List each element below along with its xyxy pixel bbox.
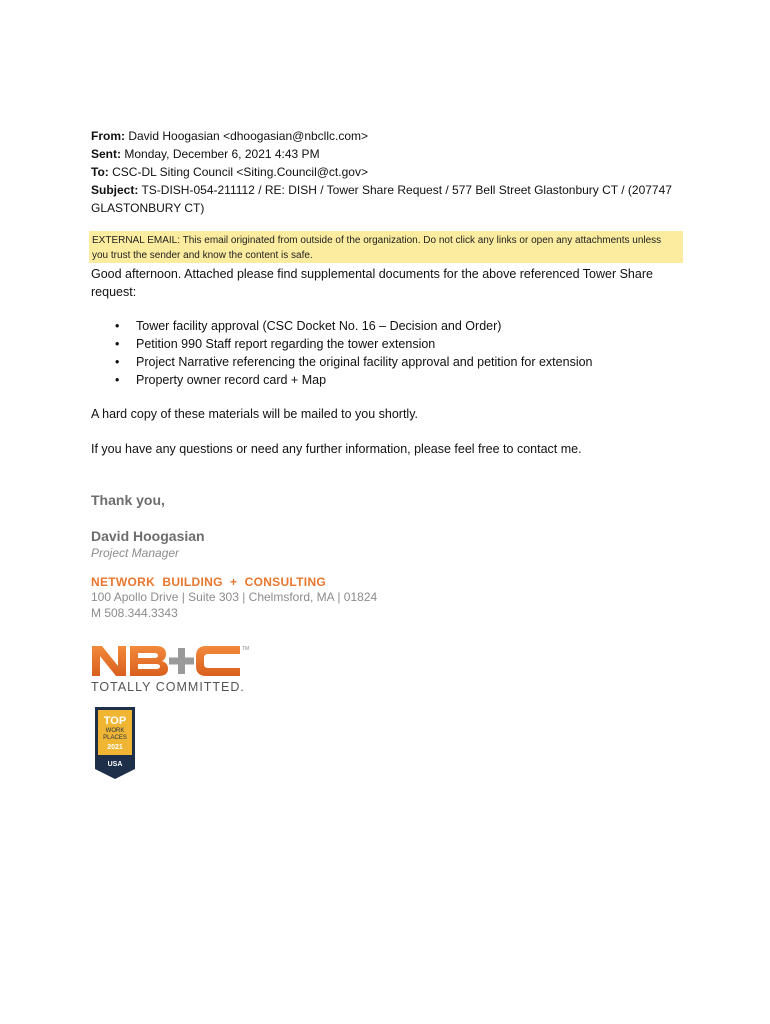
svg-text:TM: TM bbox=[242, 646, 250, 652]
bullet-icon: • bbox=[115, 355, 120, 369]
sent-line bbox=[91, 145, 691, 163]
award-badge-icon bbox=[91, 703, 139, 781]
badge-year-text: 2021 bbox=[107, 744, 123, 751]
list-item-text: Petition 990 Staff report regarding the tower extension bbox=[136, 337, 436, 351]
badge-places-text: PLACES bbox=[103, 735, 127, 741]
badge-top-text: TOP bbox=[103, 715, 127, 727]
list-item bbox=[112, 353, 593, 371]
mobile-number: M 508.344.3343 bbox=[91, 606, 178, 620]
attachment-list bbox=[112, 317, 593, 389]
list-item bbox=[112, 317, 593, 335]
bullet-icon: • bbox=[115, 337, 120, 351]
sent-label: Sent: bbox=[91, 147, 121, 161]
email-header bbox=[91, 127, 691, 217]
bullet-icon: • bbox=[115, 319, 120, 333]
sent-value: Monday, December 6, 2021 4:43 PM bbox=[124, 147, 320, 161]
from-value: David Hoogasian <dhoogasian@nbcllc.com> bbox=[128, 129, 369, 143]
mail-notice-paragraph: A hard copy of these materials will be mailed to you shortly. bbox=[91, 407, 419, 421]
list-item-text: Project Narrative referencing the original facility approval and petition for extension bbox=[136, 355, 593, 369]
list-item bbox=[112, 335, 593, 353]
company-name: NETWORK BUILDING + CONSULTING bbox=[91, 575, 327, 589]
nbc-logo-mark bbox=[90, 640, 270, 680]
intro-paragraph: Good afternoon. Attached please find supplemental documents for the above referenced Tower Share request: bbox=[91, 267, 653, 299]
badge-work-text: WORK bbox=[105, 728, 125, 734]
subject-label: Subject: bbox=[91, 183, 139, 197]
logo-tagline: TOTALLY COMMITTED. bbox=[91, 680, 245, 694]
badge-country-text: USA bbox=[107, 761, 123, 768]
to-value: CSC-DL Siting Council <Siting.Council@ct.gov> bbox=[112, 165, 368, 179]
list-item-text: Tower facility approval (CSC Docket No. 16 – Decision and Order) bbox=[136, 319, 502, 333]
from-label: From: bbox=[91, 129, 125, 143]
bullet-icon: • bbox=[115, 373, 120, 387]
signature-name: David Hoogasian bbox=[91, 528, 205, 544]
list-item bbox=[112, 371, 593, 389]
external-email-warning: EXTERNAL EMAIL: This email originated from outside of the organization. Do not click any links or open any attachments unless you trust the sender and know the content is safe. bbox=[89, 231, 683, 263]
to-line bbox=[91, 163, 691, 181]
subject-line bbox=[91, 181, 691, 217]
company-address: 100 Apollo Drive | Suite 303 | Chelmsford, MA | 01824 bbox=[91, 590, 378, 604]
to-label: To: bbox=[91, 165, 109, 179]
subject-value: TS-DISH-054-211112 / RE: DISH / Tower Share Request / 577 Bell Street Glastonbury CT / (207747 GLASTONBURY CT) bbox=[91, 183, 672, 215]
from-line bbox=[91, 127, 691, 145]
top-workplaces-badge bbox=[91, 703, 139, 781]
contact-paragraph: If you have any questions or need any further information, please feel free to contact me. bbox=[91, 442, 582, 456]
signature-title: Project Manager bbox=[91, 546, 180, 560]
list-item-text: Property owner record card + Map bbox=[136, 373, 327, 387]
sign-off: Thank you, bbox=[91, 492, 165, 508]
